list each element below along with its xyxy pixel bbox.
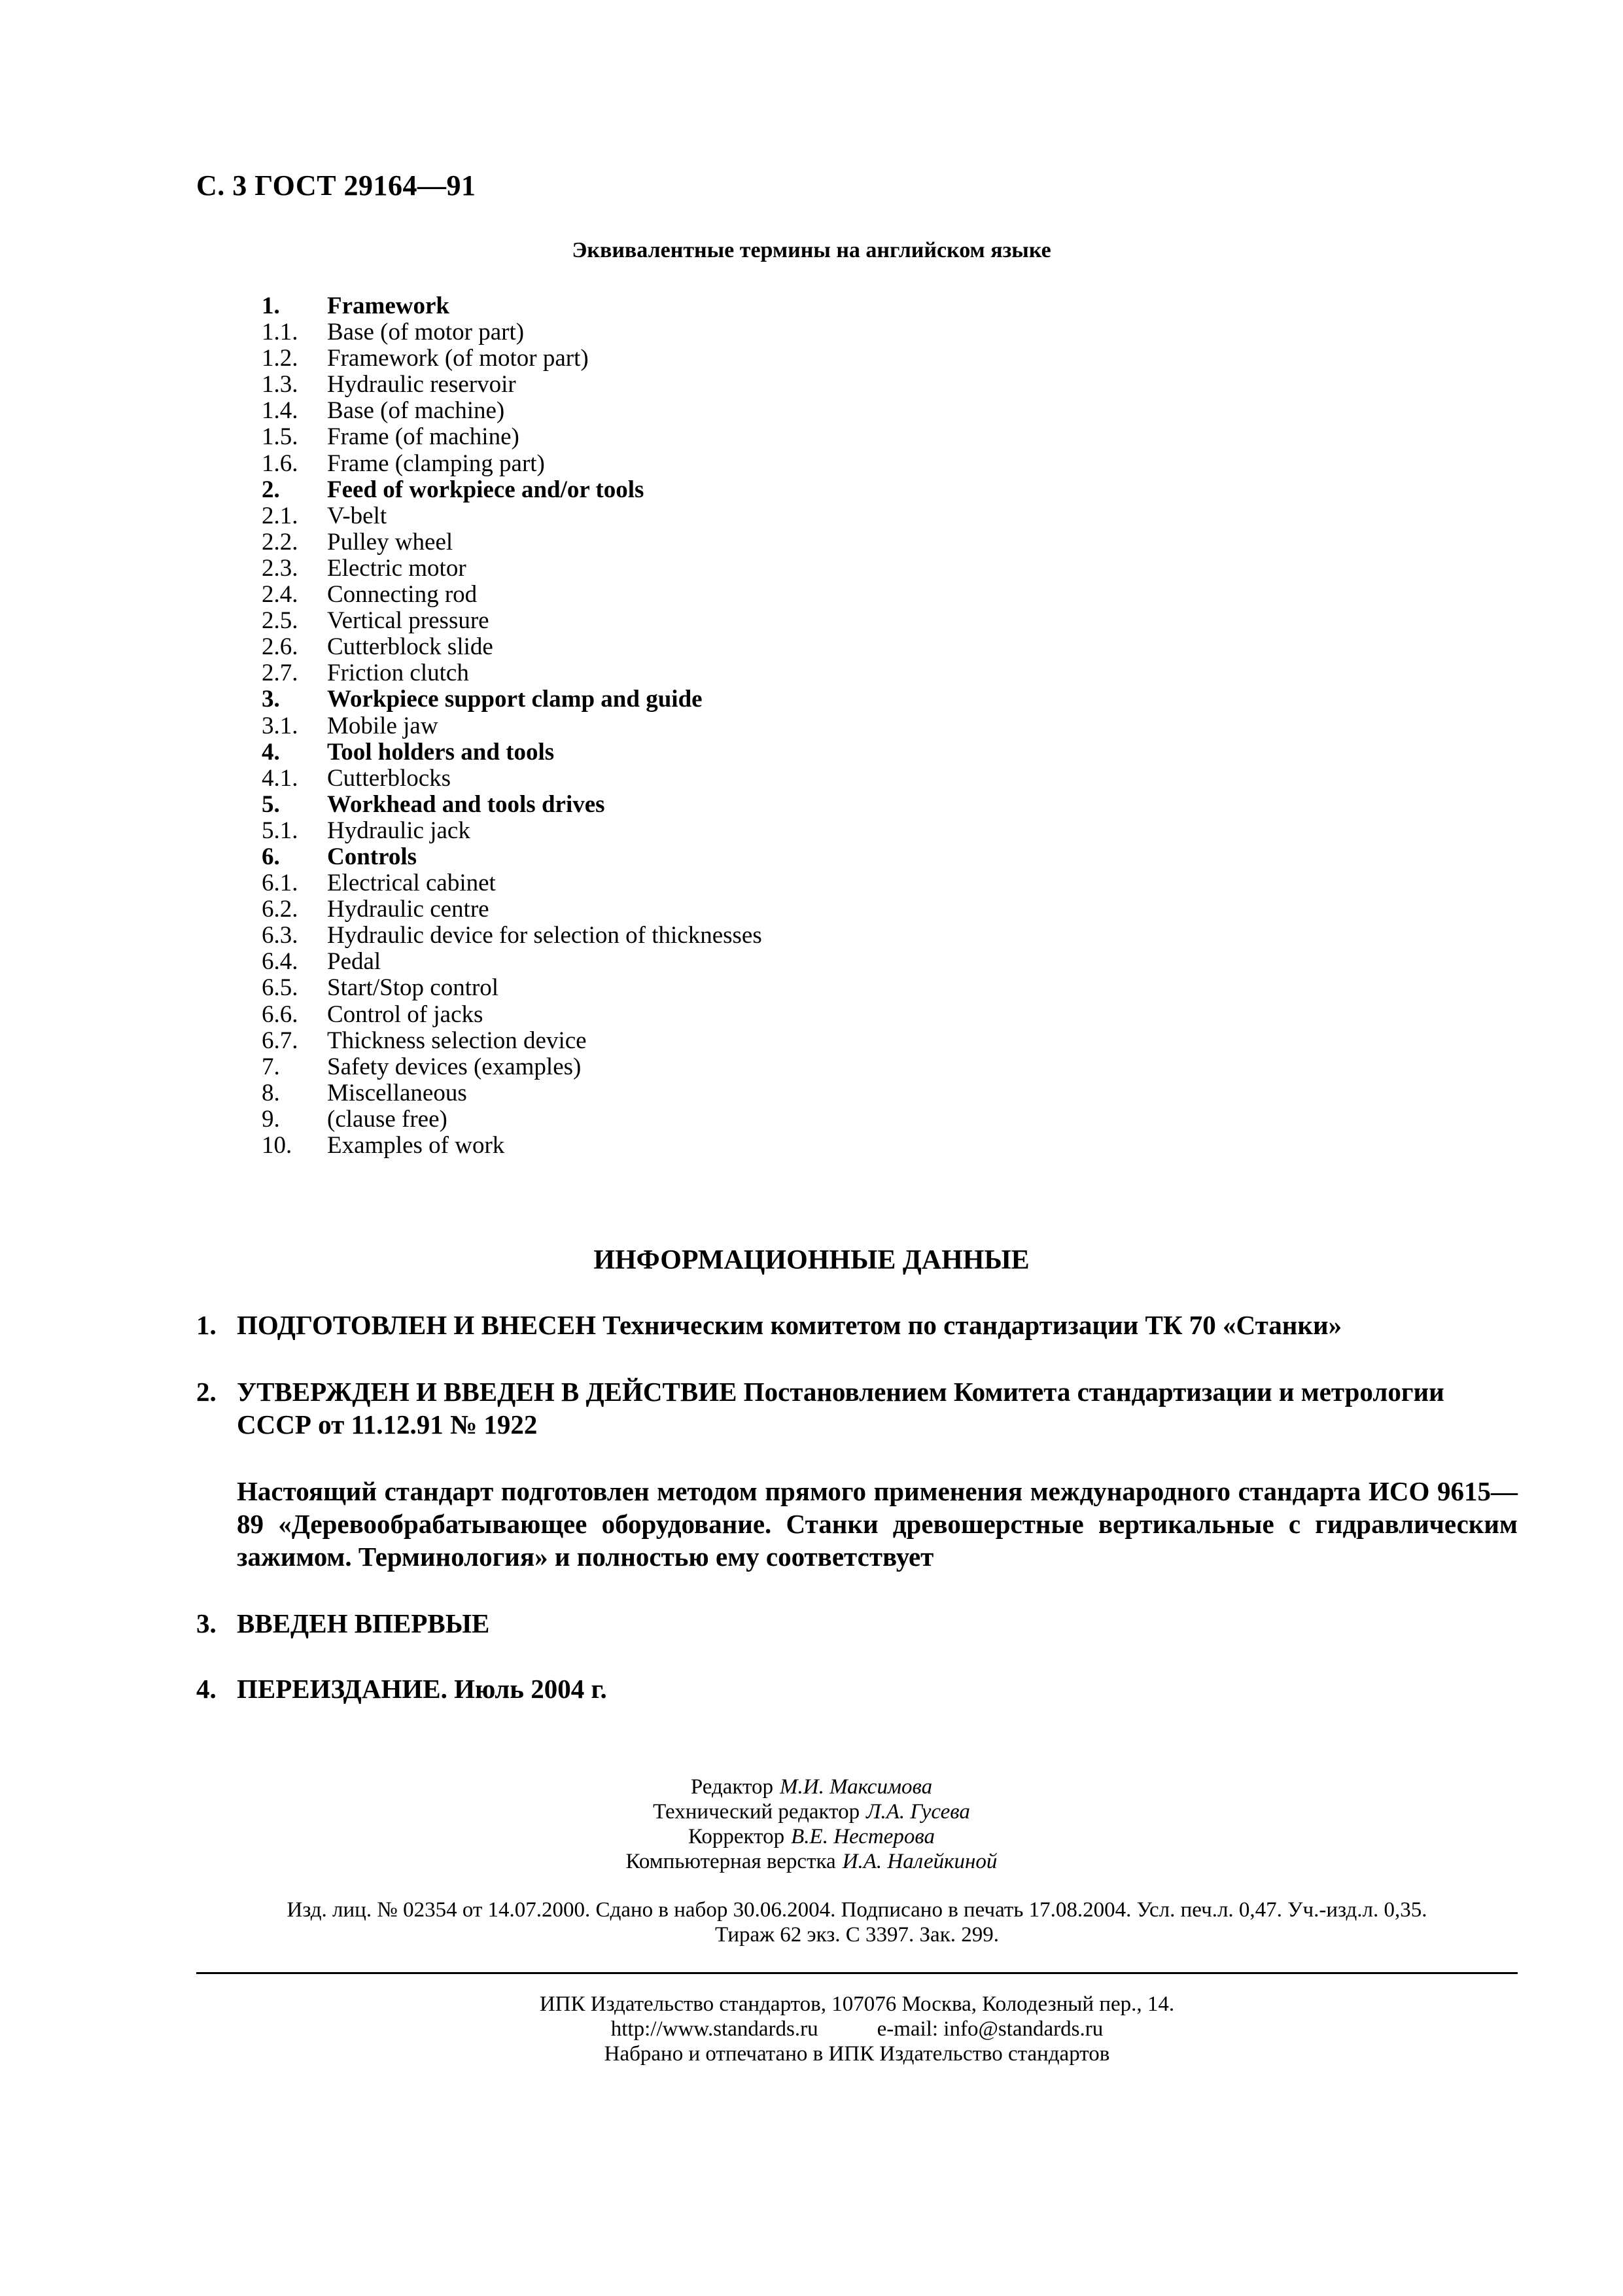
term-item xyxy=(262,660,1243,686)
info-item-number: 2. xyxy=(196,1377,217,1407)
term-item xyxy=(262,556,1243,582)
term-label: Friction clutch xyxy=(327,660,469,687)
credit-row xyxy=(0,1775,1623,1799)
term-label: V-belt xyxy=(327,502,387,529)
term-number: 1.6. xyxy=(262,450,298,477)
info-item-text: ПЕРЕИЗДАНИЕ. Июль 2004 г. xyxy=(237,1674,607,1704)
terms-title: Эквивалентные термины на английском языке xyxy=(572,238,1051,262)
term-number: 6.4. xyxy=(262,948,298,976)
term-label: Framework xyxy=(327,292,449,319)
term-item xyxy=(262,293,1243,319)
info-item-number: 3. xyxy=(196,1608,217,1638)
term-item xyxy=(262,451,1243,477)
term-label: Mobile jaw xyxy=(327,712,438,739)
term-label: Base (of motor part) xyxy=(327,319,525,346)
term-item xyxy=(262,529,1243,556)
imprint-line: Тираж 62 экз. С 3397. Зак. 299. xyxy=(715,1923,999,1947)
credit-name: В.Е. Нестерова xyxy=(791,1825,935,1848)
term-number: 3. xyxy=(262,686,280,713)
term-item xyxy=(262,634,1243,660)
term-item xyxy=(262,739,1243,766)
term-number: 2.5. xyxy=(262,607,298,635)
term-label: Hydraulic centre xyxy=(327,896,489,923)
term-label: Frame (of machine) xyxy=(327,423,519,451)
imprint-line: Изд. лиц. № 02354 от 14.07.2000. Сдано в набор 30.06.2004. Подписано в печать 17.08.2004. Усл. печ.л. 0,47. Уч.-изд.л. 0,35. xyxy=(287,1898,1427,1922)
term-number: 2.4. xyxy=(262,581,298,609)
term-label: Electrical cabinet xyxy=(327,870,496,897)
term-number: 1.4. xyxy=(262,397,298,425)
term-label: Safety devices (examples) xyxy=(327,1053,582,1080)
term-item xyxy=(262,1002,1243,1028)
term-number: 1.5. xyxy=(262,423,298,451)
term-number: 2. xyxy=(262,476,280,503)
term-label: Cutterblocks xyxy=(327,764,451,792)
term-item xyxy=(262,477,1243,503)
info-item-number: 1. xyxy=(196,1310,217,1340)
term-label: Hydraulic reservoir xyxy=(327,371,516,398)
term-label: Vertical pressure xyxy=(327,607,489,635)
term-label: Tool holders and tools xyxy=(327,738,555,766)
info-list xyxy=(196,1309,1518,1705)
term-number: 6.1. xyxy=(262,870,298,897)
term-item xyxy=(262,582,1243,608)
imprint-block xyxy=(196,1898,1518,1947)
credit-row xyxy=(0,1849,1623,1874)
term-number: 4. xyxy=(262,738,280,766)
info-item-text: ПОДГОТОВЛЕН И ВНЕСЕН Техническим комитетом по стандартизации ТК 70 «Станки» xyxy=(237,1310,1342,1340)
term-item xyxy=(262,1054,1243,1080)
info-paragraph: Настоящий стандарт подготовлен методом прямого применения международного стандарта ИСО 9615—89 «Деревообрабатывающее оборудование. Станки древошерстные вертикальные с гидравлическим зажимом. Терминология» и полностью ему соответствует xyxy=(237,1476,1518,1572)
publisher-email-link[interactable]: e-mail: info@standards.ru xyxy=(877,2017,1104,2041)
term-item xyxy=(262,713,1243,739)
term-number: 6.7. xyxy=(262,1027,298,1054)
term-number: 7. xyxy=(262,1053,280,1080)
term-item xyxy=(262,975,1243,1001)
term-number: 1.1. xyxy=(262,319,298,346)
term-label: Frame (clamping part) xyxy=(327,450,545,477)
info-item-2 xyxy=(196,1375,1518,1441)
term-label: Workpiece support clamp and guide xyxy=(327,686,703,713)
credit-name: И.А. Налейкиной xyxy=(842,1850,998,1873)
term-label: Hydraulic jack xyxy=(327,817,470,844)
term-label: Cutterblock slide xyxy=(327,633,493,661)
term-number: 6.5. xyxy=(262,974,298,1002)
term-item xyxy=(262,424,1243,450)
publisher-printed-by: Набрано и отпечатано в ИПК Издательство стандартов xyxy=(604,2042,1110,2066)
term-item xyxy=(262,1080,1243,1106)
publisher-address: ИПК Издательство стандартов, 107076 Москва, Колодезный пер., 14. xyxy=(539,1992,1175,2016)
running-head: С. 3 ГОСТ 29164—91 xyxy=(196,169,476,202)
info-item-number: 4. xyxy=(196,1674,217,1704)
term-label: Examples of work xyxy=(327,1132,505,1159)
term-label: Base (of machine) xyxy=(327,397,505,425)
term-label: Controls xyxy=(327,843,417,870)
info-item-text: УТВЕРЖДЕН И ВВЕДЕН В ДЕЙСТВИЕ Постановлением Комитета стандартизации и метрологии СССР от 11.12.91 № 1922 xyxy=(237,1377,1444,1439)
term-item xyxy=(262,792,1243,818)
term-number: 2.2. xyxy=(262,528,298,556)
term-label: Start/Stop control xyxy=(327,974,499,1002)
credits-block xyxy=(0,1775,1623,1874)
term-number: 9. xyxy=(262,1105,280,1133)
term-number: 6.6. xyxy=(262,1000,298,1028)
term-number: 3.1. xyxy=(262,712,298,739)
info-item-3 xyxy=(196,1607,1518,1640)
term-item xyxy=(262,372,1243,398)
terms-list xyxy=(262,293,1243,1159)
credit-role: Компьютерная верстка xyxy=(625,1850,836,1873)
term-label: Electric motor xyxy=(327,554,466,582)
term-item xyxy=(262,949,1243,975)
publisher-website-link[interactable]: http://www.standards.ru xyxy=(610,2017,818,2041)
term-number: 1.3. xyxy=(262,371,298,398)
term-number: 2.6. xyxy=(262,633,298,661)
term-label: Control of jacks xyxy=(327,1000,483,1028)
term-number: 2.1. xyxy=(262,502,298,529)
term-label: Hydraulic device for selection of thicknesses xyxy=(327,922,762,949)
term-number: 8. xyxy=(262,1079,280,1106)
term-item xyxy=(262,319,1243,345)
publisher-contacts xyxy=(196,2017,1518,2041)
term-label: Pedal xyxy=(327,948,381,976)
term-label: Connecting rod xyxy=(327,581,478,609)
term-number: 2.3. xyxy=(262,554,298,582)
info-item-text: ВВЕДЕН ВПЕРВЫЕ xyxy=(237,1608,490,1638)
term-item xyxy=(262,844,1243,870)
term-number: 5.1. xyxy=(262,817,298,844)
term-number: 2.7. xyxy=(262,660,298,687)
credit-name: М.И. Максимова xyxy=(780,1775,933,1799)
credit-role: Корректор xyxy=(688,1825,785,1848)
term-number: 1.2. xyxy=(262,345,298,372)
term-label: Thickness selection device xyxy=(327,1027,587,1054)
term-label: Pulley wheel xyxy=(327,528,453,556)
info-title: ИНФОРМАЦИОННЫЕ ДАННЫЕ xyxy=(593,1245,1030,1275)
term-item xyxy=(262,398,1243,424)
term-item xyxy=(262,345,1243,372)
term-label: (clause free) xyxy=(327,1105,447,1133)
credit-row xyxy=(0,1799,1623,1824)
term-item xyxy=(262,503,1243,529)
term-item xyxy=(262,686,1243,713)
term-label: Framework (of motor part) xyxy=(327,345,589,372)
term-item xyxy=(262,1106,1243,1133)
term-number: 6.3. xyxy=(262,922,298,949)
divider-rule xyxy=(196,1972,1518,1974)
term-item xyxy=(262,896,1243,923)
credit-row xyxy=(0,1824,1623,1849)
term-item xyxy=(262,870,1243,896)
term-item xyxy=(262,1028,1243,1054)
term-number: 5. xyxy=(262,790,280,818)
info-item-4 xyxy=(196,1672,1518,1705)
term-label: Miscellaneous xyxy=(327,1079,467,1106)
term-number: 10. xyxy=(262,1132,292,1159)
term-item xyxy=(262,608,1243,634)
credit-name: Л.А. Гусева xyxy=(866,1800,970,1824)
term-item xyxy=(262,1133,1243,1159)
term-number: 4.1. xyxy=(262,764,298,792)
term-label: Feed of workpiece and/or tools xyxy=(327,476,644,503)
term-label: Workhead and tools drives xyxy=(327,790,605,818)
term-number: 1. xyxy=(262,292,280,319)
term-number: 6.2. xyxy=(262,896,298,923)
term-item xyxy=(262,818,1243,844)
term-item xyxy=(262,923,1243,949)
credit-role: Редактор xyxy=(690,1775,774,1799)
publisher-block xyxy=(196,1992,1518,2066)
term-number: 6. xyxy=(262,843,280,870)
term-item xyxy=(262,766,1243,792)
info-item-1 xyxy=(196,1309,1518,1341)
credit-role: Технический редактор xyxy=(653,1800,860,1824)
